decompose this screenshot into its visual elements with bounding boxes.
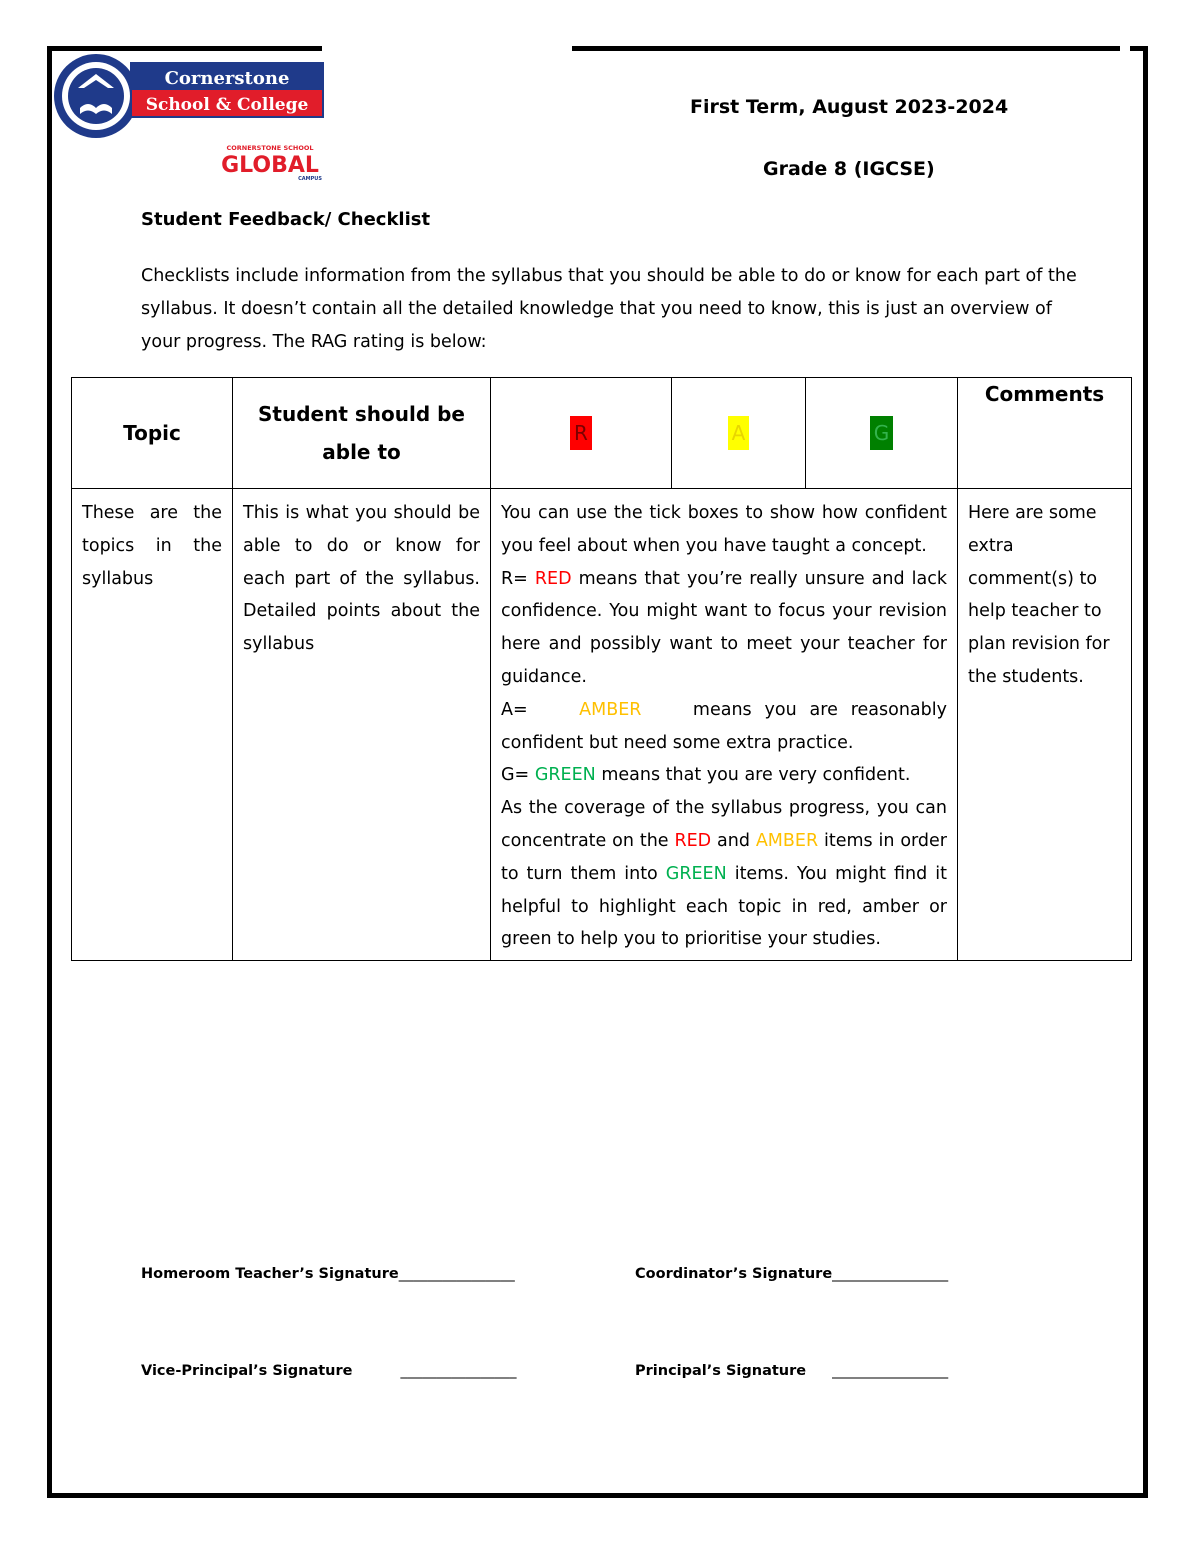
intro-paragraph: Checklists include information from the syllabus that you should be able to do or know for each part of the syllabus. It doesn’t contain all the detailed knowledge that you need to know, this is just an overview of your progress. The RAG rating is below:: [141, 266, 1077, 352]
principal-signature: Principal’s Signature ________________: [635, 1363, 949, 1379]
rag-green-line: G= GREEN means that you are very confident.: [501, 765, 911, 786]
logo-text-line1: Cornerstone: [164, 68, 290, 89]
rag-red-chip: R: [570, 416, 592, 450]
rag-green-chip: G: [870, 416, 894, 450]
cell-student: This is what you should be able to do or know for each part of the syllabus. Detailed points about the syllabus: [233, 489, 491, 961]
rag-intro: You can use the tick boxes to show how confident you feel about when you have taught a concept.: [501, 503, 947, 556]
header-student-should: Student should be able to: [233, 378, 491, 489]
amber-word: AMBER: [579, 699, 642, 720]
table-header-row: [72, 378, 1132, 489]
section-title: Student Feedback/ Checklist: [141, 209, 431, 230]
school-logo: [52, 52, 327, 140]
cell-topic: These are the topics in the syllabus: [72, 489, 233, 961]
header-a[interactable]: [672, 378, 806, 489]
rag-red-line: R= RED means that you’re really unsure and lack confidence. You might want to focus your revision here and possibly want to meet your teacher for guidance.: [501, 568, 947, 687]
cell-rag-explanation: [491, 489, 958, 961]
global-logo-top: CORNERSTONE SCHOOL: [226, 144, 314, 152]
rag-amber-chip: A: [728, 416, 750, 450]
homeroom-signature: Homeroom Teacher’s Signature________________: [141, 1266, 515, 1282]
table-row: [72, 489, 1132, 961]
coordinator-signature: Coordinator’s Signature________________: [635, 1266, 949, 1282]
border-gap: [322, 44, 572, 53]
global-logo-bottom: CAMPUS: [298, 176, 322, 182]
global-logo-word: GLOBAL: [221, 153, 319, 178]
header-comments: Comments: [958, 378, 1132, 489]
logo-text-line2: School & College: [145, 95, 309, 115]
header-g[interactable]: [806, 378, 958, 489]
header-topic: Topic: [72, 378, 233, 489]
red-word: RED: [534, 568, 572, 589]
green-word: GREEN: [534, 765, 596, 786]
term-title: First Term, August 2023-2024: [690, 96, 1009, 118]
cell-comments: Here are some extra comment(s) to help teacher to plan revision for the students.: [958, 489, 1132, 961]
rag-closing: As the coverage of the syllabus progress, you can concentrate on the RED and AMBER items in order to turn them into GREEN items. You might find it helpful to highlight each topic in red, amber or green to help you to prioritise your studies.: [501, 798, 947, 950]
global-campus-logo: [210, 142, 330, 184]
header-r[interactable]: [491, 378, 672, 489]
vice-principal-signature: Vice-Principal’s Signature ________________: [141, 1363, 517, 1379]
grade-label: Grade 8 (IGCSE): [763, 158, 935, 180]
rag-table: [71, 377, 1132, 961]
border-gap: [1120, 44, 1130, 53]
rag-amber-line: A= AMBER means you are reasonably confident but need some extra practice.: [501, 699, 947, 753]
